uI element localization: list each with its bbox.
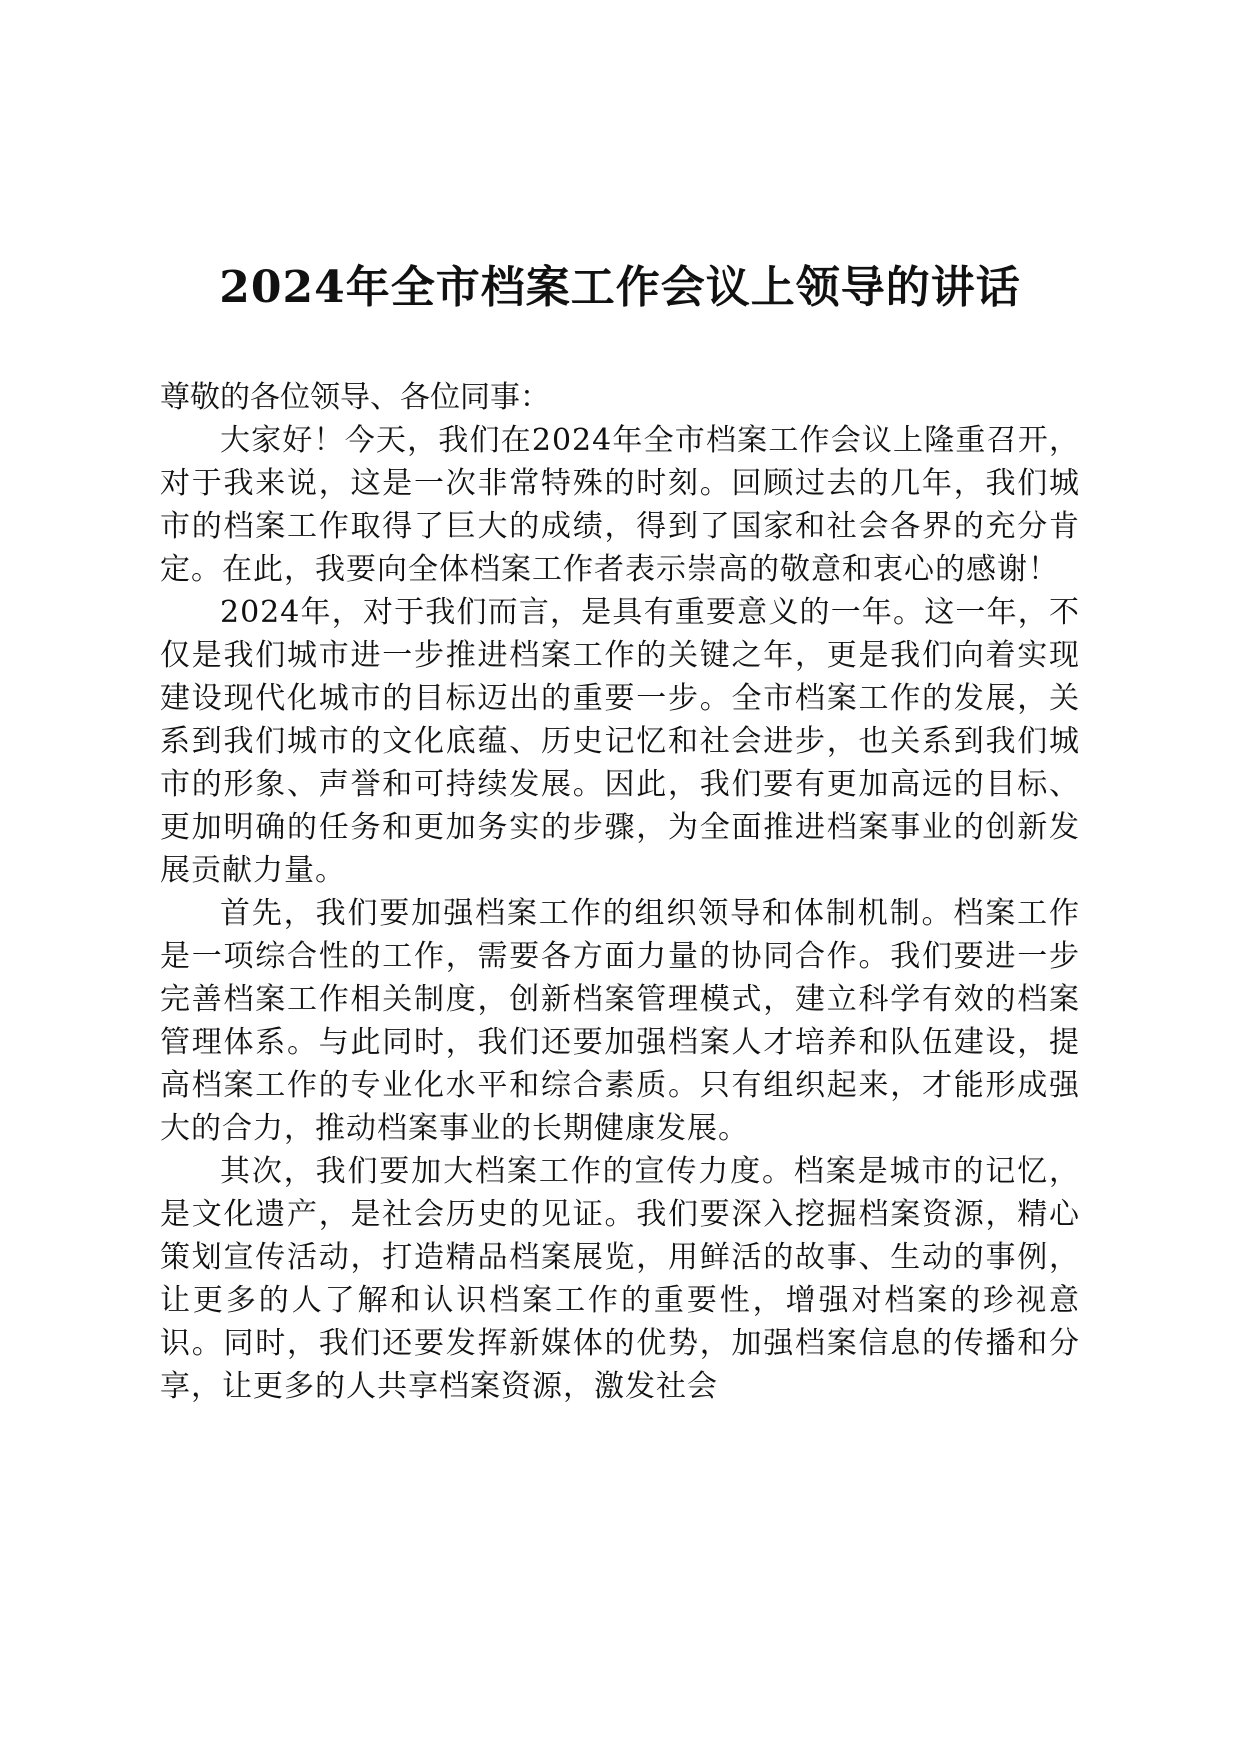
paragraph-publicity: 其次，我们要加大档案工作的宣传力度。档案是城市的记忆，是文化遗产，是社会历史的见证。我们要深入挖掘档案资源，精心策划宣传活动，打造精品档案展览，用鲜活的故事、生动的事例，让更多的人了解和认识档案工作的重要性，增强对档案的珍视意识。同时，我们还要发挥新媒体的优势，加强档案信息的传播和分享，让更多的人共享档案资源，激发社会 (160, 1154, 1080, 1404)
salutation: 尊敬的各位领导、各位同事： (160, 380, 550, 415)
paragraph-2024-significance: 2024年，对于我们而言，是具有重要意义的一年。这一年，不仅是我们城市进一步推进档案工作的关键之年，更是我们向着实现建设现代化城市的目标迈出的重要一步。全市档案工作的发展，关系到我们城市的文化底蕴、历史记忆和社会进步，也关系到我们城市的形象、声誉和可持续发展。因此，我们要有更加高远的目标、更加明确的任务和更加务实的步骤，为全面推进档案事业的创新发展贡献力量。 (160, 595, 1080, 888)
paragraph-greeting: 大家好！今天，我们在2024年全市档案工作会议上隆重召开，对于我来说，这是一次非常特殊的时刻。回顾过去的几年，我们城市的档案工作取得了巨大的成绩，得到了国家和社会各界的充分肯定。在此，我要向全体档案工作者表示崇高的敬意和衷心的感谢！ (160, 423, 1080, 587)
document-title: 2024年全市档案工作会议上领导的讲话 (219, 262, 1021, 313)
document-body (160, 376, 1080, 1408)
paragraph-organization-leadership: 首先，我们要加强档案工作的组织领导和体制机制。档案工作是一项综合性的工作，需要各方面力量的协同合作。我们要进一步完善档案工作相关制度，创新档案管理模式，建立科学有效的档案管理体系。与此同时，我们还要加强档案人才培养和队伍建设，提高档案工作的专业化水平和综合素质。只有组织起来，才能形成强大的合力，推动档案事业的长期健康发展。 (160, 896, 1080, 1146)
